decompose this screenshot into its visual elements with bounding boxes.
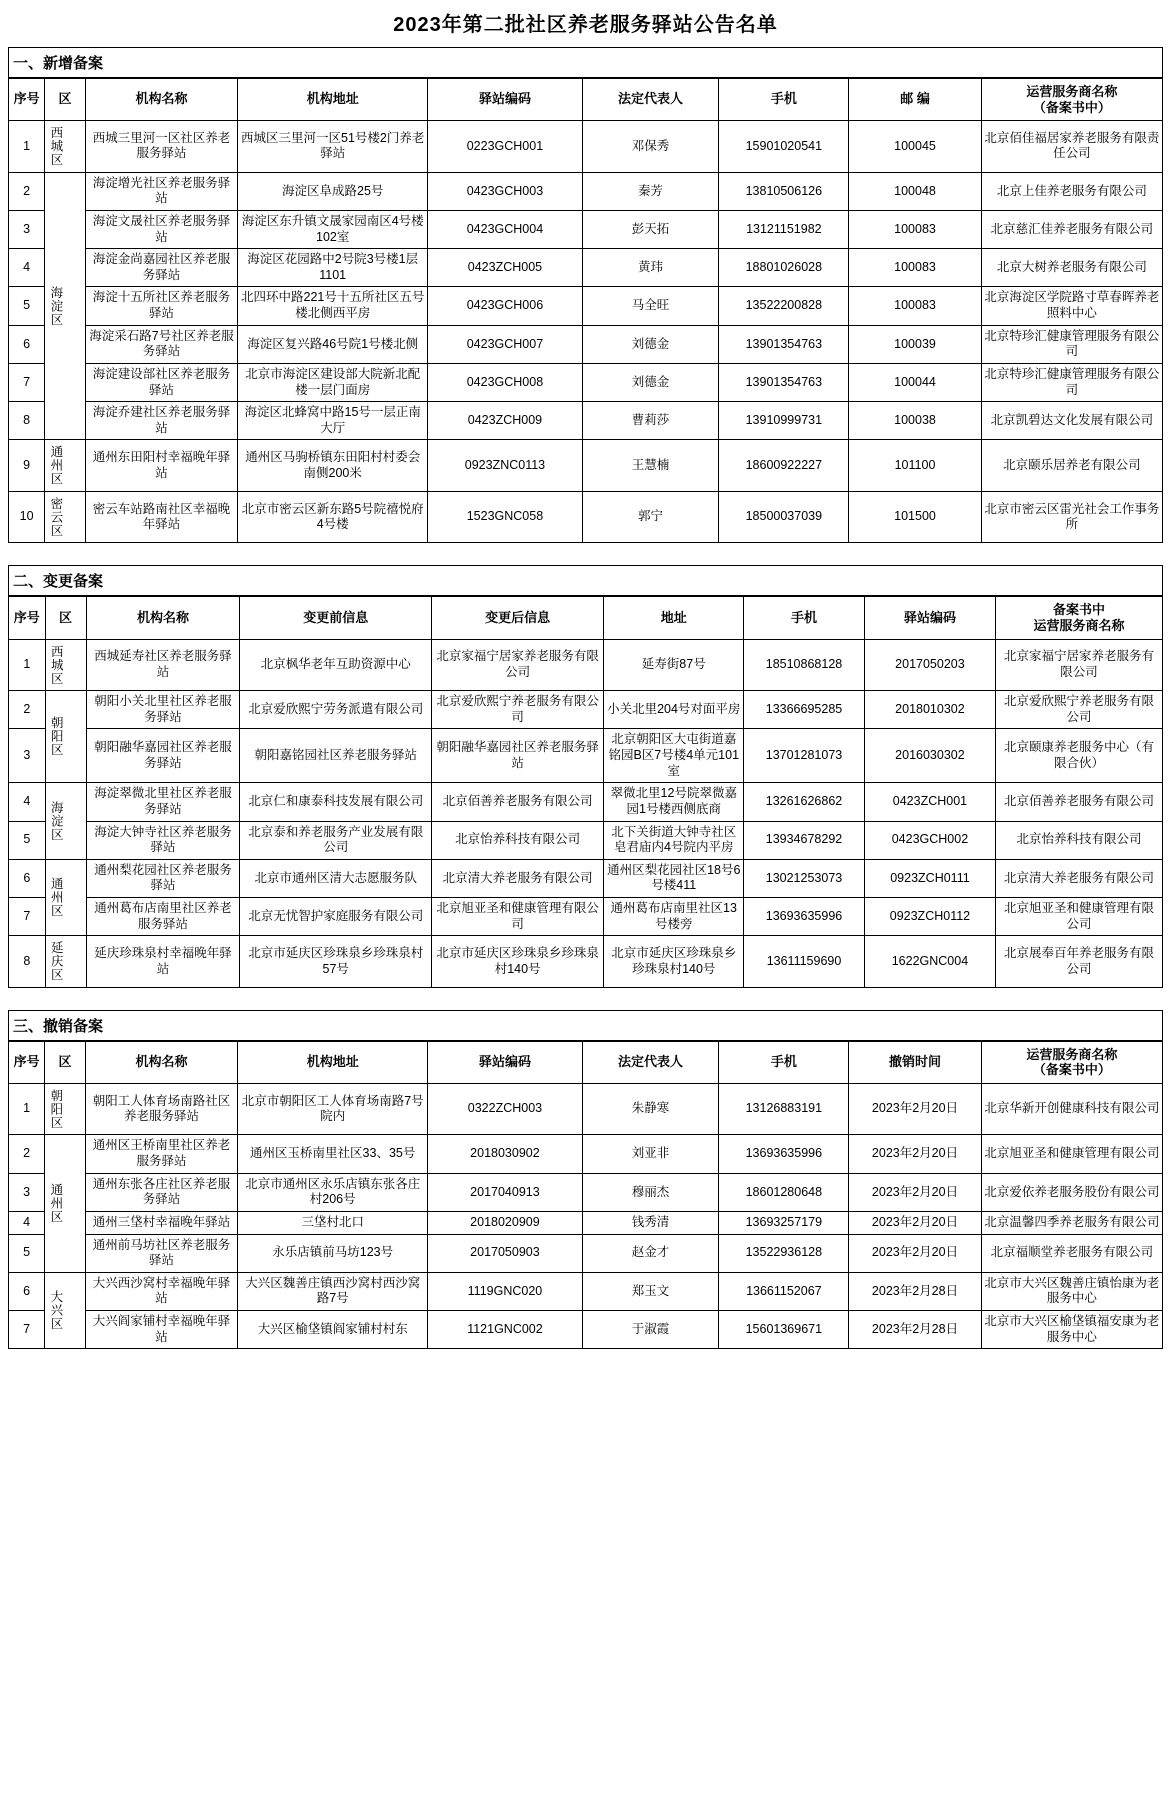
col-header-operator-line1: 运营服务商名称	[1026, 1046, 1118, 1062]
cell-district	[45, 491, 86, 543]
cell-district	[45, 859, 86, 936]
cell-phone: 18510868128	[744, 639, 865, 691]
section-heading-change: 二、变更备案	[8, 565, 1163, 596]
cell-operator: 北京大树养老服务有限公司	[981, 249, 1162, 287]
cell-address: 北京市通州区永乐店镇东张各庄村206号	[238, 1173, 428, 1211]
table-row	[9, 1083, 1163, 1135]
col-header-revoke-time: 撤销时间	[849, 1041, 981, 1083]
cell-before: 北京爱欣熙宁劳务派遣有限公司	[240, 691, 432, 729]
cell-address: 北京市朝阳区工人体育场南路7号院内	[238, 1083, 428, 1135]
cell-phone: 18801026028	[719, 249, 849, 287]
cell-rep: 郭宁	[582, 491, 719, 543]
cell-phone: 13121151982	[719, 210, 849, 248]
cell-seq: 5	[9, 1234, 45, 1272]
cell-name: 大兴阎家铺村幸福晚年驿站	[85, 1311, 238, 1349]
col-header-district: 区	[45, 79, 86, 121]
cell-postcode: 100038	[849, 402, 981, 440]
cell-seq: 2	[9, 691, 46, 729]
cell-operator: 北京家福宁居家养老服务有限公司	[996, 639, 1163, 691]
cell-phone: 13693635996	[744, 898, 865, 936]
cell-name: 通州东田阳村幸福晚年驿站	[85, 440, 238, 492]
cell-code: 0923ZNC0113	[428, 440, 583, 492]
col-header-code: 驿站编码	[428, 79, 583, 121]
cell-name: 通州梨花园社区养老服务驿站	[86, 859, 240, 897]
cell-seq: 8	[9, 402, 45, 440]
table-row	[9, 402, 1163, 440]
table-header-row	[9, 1041, 1163, 1083]
col-header-code: 驿站编码	[428, 1041, 583, 1083]
col-header-seq: 序号	[9, 597, 46, 639]
cell-name: 海淀大钟寺社区养老服务驿站	[86, 821, 240, 859]
cell-code: 0923ZCH0112	[864, 898, 995, 936]
table-row	[9, 121, 1163, 173]
cell-seq: 3	[9, 1173, 45, 1211]
cell-operator: 北京市密云区雷光社会工作事务所	[981, 491, 1162, 543]
table-row	[9, 821, 1163, 859]
section-spacer	[8, 988, 1163, 1010]
cell-rep: 刘德金	[582, 325, 719, 363]
district-label: 大兴区	[48, 1290, 63, 1331]
cell-district	[45, 936, 86, 988]
cell-phone: 13901354763	[719, 363, 849, 401]
table-row	[9, 1173, 1163, 1211]
section-heading-new: 一、新增备案	[8, 47, 1163, 78]
cell-name: 通州东张各庄社区养老服务驿站	[85, 1173, 238, 1211]
cell-operator: 北京上佳养老服务有限公司	[981, 172, 1162, 210]
cell-postcode: 100044	[849, 363, 981, 401]
cell-address: 北京市海淀区建设部大院新北配楼一层门面房	[238, 363, 428, 401]
district-label: 通州区	[48, 445, 63, 486]
cell-phone: 13693257179	[719, 1211, 849, 1234]
cell-operator: 北京爱欣熙宁养老服务有限公司	[996, 691, 1163, 729]
cell-district	[45, 783, 86, 860]
cell-revoke-time: 2023年2月20日	[849, 1211, 981, 1234]
cell-before: 朝阳嘉铭园社区养老服务驿站	[240, 729, 432, 783]
table-row	[9, 859, 1163, 897]
cell-address: 延寿街87号	[604, 639, 744, 691]
table-row	[9, 287, 1163, 325]
table-row	[9, 691, 1163, 729]
cell-district	[45, 691, 86, 783]
cell-name: 海淀十五所社区养老服务驿站	[85, 287, 238, 325]
cell-postcode: 101100	[849, 440, 981, 492]
cell-rep: 刘亚非	[582, 1135, 719, 1173]
cell-rep: 彭天拓	[582, 210, 719, 248]
cell-seq: 7	[9, 898, 46, 936]
cell-name: 海淀增光社区养老服务驿站	[85, 172, 238, 210]
cell-address: 北京市延庆区珍珠泉乡珍珠泉村140号	[604, 936, 744, 988]
cell-phone: 18600922227	[719, 440, 849, 492]
cell-phone: 13611159690	[744, 936, 865, 988]
cell-address: 通州区梨花园社区18号6号楼411	[604, 859, 744, 897]
cell-code: 0423GCH007	[428, 325, 583, 363]
cell-address: 海淀区阜成路25号	[238, 172, 428, 210]
cell-after: 朝阳融华嘉园社区养老服务驿站	[432, 729, 604, 783]
cell-rep: 朱静寒	[582, 1083, 719, 1135]
district-label: 朝阳区	[48, 1088, 63, 1130]
cell-before: 北京枫华老年互助资源中心	[240, 639, 432, 691]
col-header-name: 机构名称	[85, 79, 238, 121]
cell-name: 通州三垡村幸福晚年驿站	[85, 1211, 238, 1234]
cell-name: 通州区王桥南里社区养老服务驿站	[85, 1135, 238, 1173]
cell-code: 0423ZCH001	[864, 783, 995, 821]
table-row	[9, 783, 1163, 821]
cell-operator: 北京温馨四季养老服务有限公司	[981, 1211, 1162, 1234]
cell-postcode: 100045	[849, 121, 981, 173]
table-row	[9, 249, 1163, 287]
cell-seq: 4	[9, 1211, 45, 1234]
cell-operator: 北京福顺堂养老服务有限公司	[981, 1234, 1162, 1272]
cell-code: 0923ZCH0111	[864, 859, 995, 897]
col-header-seq: 序号	[9, 79, 45, 121]
district-label: 海淀区	[49, 800, 64, 842]
cell-after: 北京清大养老服务有限公司	[432, 859, 604, 897]
cell-rep: 钱秀清	[582, 1211, 719, 1234]
cell-operator: 北京海淀区学院路寸草春晖养老照料中心	[981, 287, 1162, 325]
col-header-rep: 法定代表人	[582, 1041, 719, 1083]
col-header-operator-line1: 运营服务商名称	[1026, 84, 1118, 99]
col-header-phone: 手机	[719, 1041, 849, 1083]
col-header-operator-line2: （备案书中）	[1032, 1062, 1111, 1078]
cell-name: 朝阳融华嘉园社区养老服务驿站	[86, 729, 240, 783]
cell-phone: 13701281073	[744, 729, 865, 783]
cell-before: 北京市延庆区珍珠泉乡珍珠泉村57号	[240, 936, 432, 988]
cell-rep: 赵金才	[582, 1234, 719, 1272]
cell-postcode: 100083	[849, 249, 981, 287]
cell-before: 北京市通州区清大志愿服务队	[240, 859, 432, 897]
table-row	[9, 936, 1163, 988]
cell-revoke-time: 2023年2月20日	[849, 1234, 981, 1272]
cell-rep: 曹莉莎	[582, 402, 719, 440]
cell-revoke-time: 2023年2月20日	[849, 1135, 981, 1173]
cell-code: 2018010302	[864, 691, 995, 729]
cell-seq: 1	[9, 1083, 45, 1135]
col-header-operator-line2: （备案书中）	[1032, 99, 1111, 115]
cell-name: 密云车站路南社区幸福晚年驿站	[85, 491, 238, 543]
table-header-row	[9, 597, 1163, 639]
district-label: 西城区	[48, 126, 63, 167]
col-header-name: 机构名称	[85, 1041, 238, 1083]
col-header-code: 驿站编码	[864, 597, 995, 639]
cell-phone: 18601280648	[719, 1173, 849, 1211]
col-header-name: 机构名称	[86, 597, 240, 639]
cell-district	[45, 639, 86, 691]
table-row	[9, 491, 1163, 543]
cell-phone: 15901020541	[719, 121, 849, 173]
cell-phone: 13021253073	[744, 859, 865, 897]
cell-address: 海淀区花园路中2号院3号楼1层1101	[238, 249, 428, 287]
page-title: 2023年第二批社区养老服务驿站公告名单	[393, 14, 778, 36]
district-label: 通州区	[49, 877, 64, 918]
cell-seq: 5	[9, 821, 46, 859]
cell-address: 三垡村北口	[238, 1211, 428, 1234]
cell-postcode: 100083	[849, 287, 981, 325]
cell-rep: 黄玮	[582, 249, 719, 287]
col-header-operator-line2: 运营服务商名称	[1033, 618, 1125, 634]
col-header-address: 地址	[604, 597, 744, 639]
cell-district	[45, 440, 86, 492]
col-header-operator	[981, 1041, 1162, 1083]
cell-phone: 18500037039	[719, 491, 849, 543]
cell-name: 朝阳工人体育场南路社区养老服务驿站	[85, 1083, 238, 1135]
col-header-operator	[981, 79, 1162, 121]
cell-address: 海淀区复兴路46号院1号楼北侧	[238, 325, 428, 363]
cell-before: 北京仁和康泰科技发展有限公司	[240, 783, 432, 821]
cell-operator: 北京怡养科技有限公司	[996, 821, 1163, 859]
cell-seq: 10	[9, 491, 45, 543]
table-row	[9, 1211, 1163, 1234]
cell-phone: 13661152067	[719, 1272, 849, 1310]
table-revoke-records	[8, 1041, 1163, 1350]
cell-seq: 2	[9, 1135, 45, 1173]
col-header-district: 区	[45, 597, 86, 639]
cell-before: 北京泰和养老服务产业发展有限公司	[240, 821, 432, 859]
cell-after: 北京怡养科技有限公司	[432, 821, 604, 859]
cell-address: 小关北里204号对面平房	[604, 691, 744, 729]
cell-name: 西城三里河一区社区养老服务驿站	[85, 121, 238, 173]
cell-operator: 北京旭亚圣和健康管理有限公司	[996, 898, 1163, 936]
cell-code: 0423ZCH005	[428, 249, 583, 287]
cell-before: 北京无忧智护家庭服务有限公司	[240, 898, 432, 936]
cell-code: 0322ZCH003	[428, 1083, 583, 1135]
table-new-records	[8, 78, 1163, 543]
cell-address: 大兴区榆垡镇阎家铺村村东	[238, 1311, 428, 1349]
cell-operator: 北京颐乐居养老有限公司	[981, 440, 1162, 492]
district-label: 西城区	[49, 644, 64, 686]
cell-name: 海淀采石路7号社区养老服务驿站	[85, 325, 238, 363]
col-header-operator-line1: 备案书中	[1053, 602, 1106, 618]
cell-district	[45, 1272, 86, 1349]
cell-after: 北京爱欣熙宁养老服务有限公司	[432, 691, 604, 729]
cell-name: 海淀乔建社区养老服务驿站	[85, 402, 238, 440]
cell-seq: 3	[9, 729, 46, 783]
cell-code: 1523GNC058	[428, 491, 583, 543]
cell-code: 2018020909	[428, 1211, 583, 1234]
col-header-district: 区	[45, 1041, 86, 1083]
cell-seq: 4	[9, 249, 45, 287]
col-header-operator	[996, 597, 1163, 639]
table-row	[9, 1234, 1163, 1272]
cell-code: 0423GCH008	[428, 363, 583, 401]
cell-after: 北京佰善养老服务有限公司	[432, 783, 604, 821]
cell-name: 海淀建设部社区养老服务驿站	[85, 363, 238, 401]
cell-rep: 秦芳	[582, 172, 719, 210]
cell-name: 海淀金尚嘉园社区养老服务驿站	[85, 249, 238, 287]
cell-name: 朝阳小关北里社区养老服务驿站	[86, 691, 240, 729]
cell-name: 海淀文晟社区养老服务驿站	[85, 210, 238, 248]
district-label: 密云区	[48, 496, 63, 538]
cell-seq: 5	[9, 287, 45, 325]
cell-code: 0223GCH001	[428, 121, 583, 173]
district-label: 通州区	[48, 1183, 63, 1224]
cell-address: 北下关街道大钟寺社区皂君庙内4号院内平房	[604, 821, 744, 859]
table-row	[9, 639, 1163, 691]
cell-address: 北京朝阳区大屯街道嘉铭园B区7号楼4单元101室	[604, 729, 744, 783]
cell-seq: 6	[9, 325, 45, 363]
cell-name: 西城延寿社区养老服务驿站	[86, 639, 240, 691]
cell-operator: 北京市大兴区魏善庄镇怡康为老服务中心	[981, 1272, 1162, 1310]
cell-phone: 13810506126	[719, 172, 849, 210]
cell-rep: 郑玉文	[582, 1272, 719, 1310]
cell-phone: 13366695285	[744, 691, 865, 729]
section-spacer	[8, 543, 1163, 565]
cell-address: 大兴区魏善庄镇西沙窝村西沙窝路7号	[238, 1272, 428, 1310]
district-label: 海淀区	[48, 285, 63, 327]
cell-name: 通州葛布店南里社区养老服务驿站	[86, 898, 240, 936]
cell-code: 2016030302	[864, 729, 995, 783]
col-header-phone: 手机	[719, 79, 849, 121]
cell-district	[45, 1083, 86, 1135]
table-header-row	[9, 79, 1163, 121]
table-row	[9, 1272, 1163, 1310]
cell-seq: 8	[9, 936, 46, 988]
cell-code: 1119GNC020	[428, 1272, 583, 1310]
cell-address: 北四环中路221号十五所社区五号楼北侧西平房	[238, 287, 428, 325]
cell-code: 2017040913	[428, 1173, 583, 1211]
cell-code: 2017050903	[428, 1234, 583, 1272]
cell-operator: 北京爱依养老服务股份有限公司	[981, 1173, 1162, 1211]
cell-address: 西城区三里河一区51号楼2门养老驿站	[238, 121, 428, 173]
cell-rep: 王慧楠	[582, 440, 719, 492]
cell-seq: 4	[9, 783, 46, 821]
cell-operator: 北京展奉百年养老服务有限公司	[996, 936, 1163, 988]
cell-revoke-time: 2023年2月20日	[849, 1083, 981, 1135]
cell-code: 0423ZCH009	[428, 402, 583, 440]
cell-phone: 13126883191	[719, 1083, 849, 1135]
table-row	[9, 898, 1163, 936]
cell-seq: 3	[9, 210, 45, 248]
cell-rep: 邓保秀	[582, 121, 719, 173]
col-header-after: 变更后信息	[432, 597, 604, 639]
cell-district	[45, 1135, 86, 1272]
col-header-postcode: 邮 编	[849, 79, 981, 121]
cell-phone: 13693635996	[719, 1135, 849, 1173]
col-header-rep: 法定代表人	[582, 79, 719, 121]
cell-revoke-time: 2023年2月28日	[849, 1311, 981, 1349]
cell-operator: 北京旭亚圣和健康管理有限公司	[981, 1135, 1162, 1173]
cell-address: 海淀区北蜂窝中路15号一层正南大厅	[238, 402, 428, 440]
cell-operator: 北京特珍汇健康管理服务有限公司	[981, 363, 1162, 401]
section-heading-revoke: 三、撤销备案	[8, 1010, 1163, 1041]
col-header-before: 变更前信息	[240, 597, 432, 639]
cell-postcode: 100083	[849, 210, 981, 248]
table-row	[9, 210, 1163, 248]
table-row	[9, 363, 1163, 401]
cell-postcode: 101500	[849, 491, 981, 543]
col-header-address: 机构地址	[238, 1041, 428, 1083]
cell-name: 通州前马坊社区养老服务驿站	[85, 1234, 238, 1272]
cell-address: 通州区马驹桥镇东田阳村村委会南侧200米	[238, 440, 428, 492]
cell-code: 0423GCH004	[428, 210, 583, 248]
cell-rep: 刘德金	[582, 363, 719, 401]
cell-address: 通州葛布店南里社区13号楼旁	[604, 898, 744, 936]
cell-address: 海淀区东升镇文晟家园南区4号楼102室	[238, 210, 428, 248]
cell-name: 延庆珍珠泉村幸福晚年驿站	[86, 936, 240, 988]
cell-code: 2018030902	[428, 1135, 583, 1173]
cell-code: 0423GCH006	[428, 287, 583, 325]
cell-district	[45, 172, 86, 440]
cell-phone: 13261626862	[744, 783, 865, 821]
cell-rep: 马全旺	[582, 287, 719, 325]
col-header-address: 机构地址	[238, 79, 428, 121]
cell-phone: 13522936128	[719, 1234, 849, 1272]
cell-operator: 北京凯碧达文化发展有限公司	[981, 402, 1162, 440]
cell-operator: 北京佰善养老服务有限公司	[996, 783, 1163, 821]
cell-address: 通州区玉桥南里社区33、35号	[238, 1135, 428, 1173]
cell-rep: 于淑霞	[582, 1311, 719, 1349]
cell-name: 海淀翠微北里社区养老服务驿站	[86, 783, 240, 821]
cell-operator: 北京佰佳福居家养老服务有限责任公司	[981, 121, 1162, 173]
cell-operator: 北京慈汇佳养老服务有限公司	[981, 210, 1162, 248]
table-row	[9, 172, 1163, 210]
cell-address: 永乐店镇前马坊123号	[238, 1234, 428, 1272]
cell-code: 1121GNC002	[428, 1311, 583, 1349]
table-row	[9, 1135, 1163, 1173]
cell-address: 北京市密云区新东路5号院禧悦府4号楼	[238, 491, 428, 543]
cell-seq: 6	[9, 859, 46, 897]
cell-code: 2017050203	[864, 639, 995, 691]
district-label: 延庆区	[49, 941, 64, 982]
table-row	[9, 440, 1163, 492]
cell-after: 北京家福宁居家养老服务有限公司	[432, 639, 604, 691]
table-change-records	[8, 596, 1163, 987]
cell-seq: 1	[9, 639, 46, 691]
cell-after: 北京市延庆区珍珠泉乡珍珠泉村140号	[432, 936, 604, 988]
cell-name: 大兴西沙窝村幸福晚年驿站	[85, 1272, 238, 1310]
cell-postcode: 100048	[849, 172, 981, 210]
cell-revoke-time: 2023年2月28日	[849, 1272, 981, 1310]
col-header-phone: 手机	[744, 597, 865, 639]
cell-phone: 13934678292	[744, 821, 865, 859]
cell-code: 1622GNC004	[864, 936, 995, 988]
cell-seq: 7	[9, 1311, 45, 1349]
cell-operator: 北京特珍汇健康管理服务有限公司	[981, 325, 1162, 363]
cell-phone: 13901354763	[719, 325, 849, 363]
table-row	[9, 325, 1163, 363]
cell-phone: 15601369671	[719, 1311, 849, 1349]
cell-operator: 北京华新开创健康科技有限公司	[981, 1083, 1162, 1135]
cell-phone: 13910999731	[719, 402, 849, 440]
cell-code: 0423GCH002	[864, 821, 995, 859]
cell-code: 0423GCH003	[428, 172, 583, 210]
cell-operator: 北京颐康养老服务中心（有限合伙）	[996, 729, 1163, 783]
cell-seq: 7	[9, 363, 45, 401]
col-header-seq: 序号	[9, 1041, 45, 1083]
cell-rep: 穆丽杰	[582, 1173, 719, 1211]
cell-after: 北京旭亚圣和健康管理有限公司	[432, 898, 604, 936]
cell-postcode: 100039	[849, 325, 981, 363]
table-row	[9, 1311, 1163, 1349]
cell-seq: 2	[9, 172, 45, 210]
cell-operator: 北京清大养老服务有限公司	[996, 859, 1163, 897]
cell-seq: 9	[9, 440, 45, 492]
cell-seq: 6	[9, 1272, 45, 1310]
cell-phone: 13522200828	[719, 287, 849, 325]
cell-district	[45, 121, 86, 173]
cell-address: 翠微北里12号院翠微嘉园1号楼西侧底商	[604, 783, 744, 821]
cell-revoke-time: 2023年2月20日	[849, 1173, 981, 1211]
cell-seq: 1	[9, 121, 45, 173]
cell-operator: 北京市大兴区榆垡镇福安康为老服务中心	[981, 1311, 1162, 1349]
district-label: 朝阳区	[49, 716, 64, 757]
table-row	[9, 729, 1163, 783]
